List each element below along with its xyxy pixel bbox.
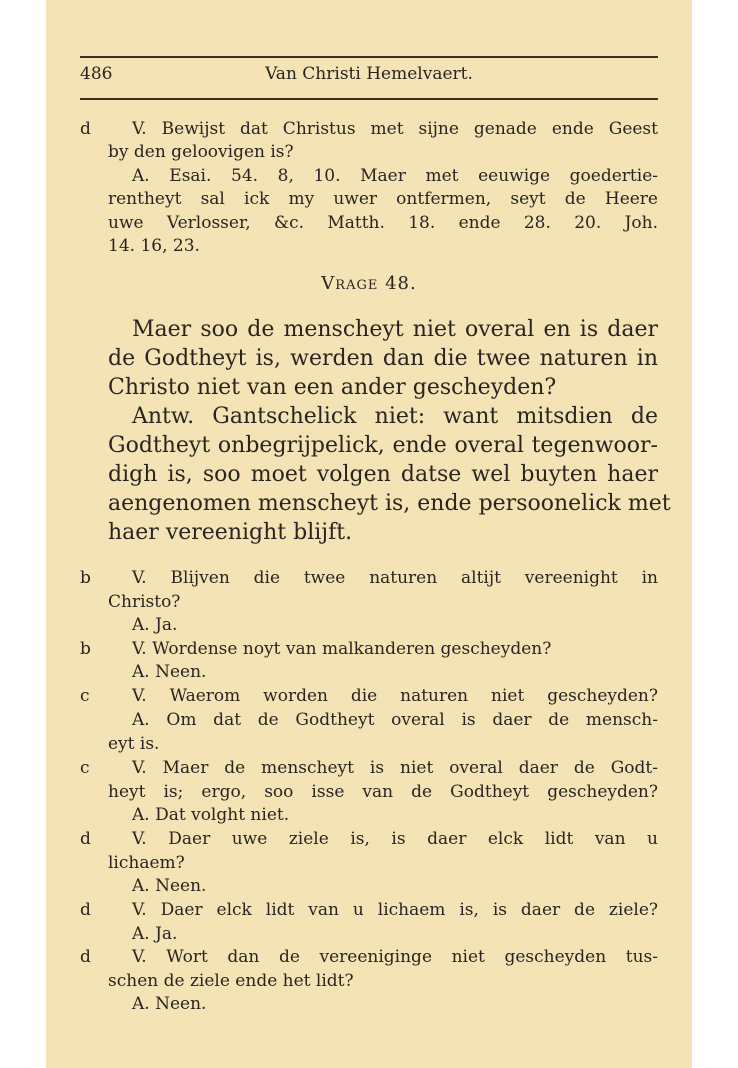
text-line: A. Neen. <box>132 662 207 682</box>
margin-letter: d <box>80 900 91 920</box>
text-line: V. Maer de menscheyt is niet overal daer de Godt- <box>132 758 658 778</box>
text-line: V. Bewijst dat Christus met sijne genade ende Geest <box>132 119 658 139</box>
text-line: 14. 16, 23. <box>108 236 200 256</box>
text-line: Antw. Gantschelick niet: want mitsdien de <box>132 404 658 429</box>
text-line: lichaem? <box>108 853 185 873</box>
page-text <box>46 0 692 1068</box>
text-line: A. Ja. <box>132 924 178 944</box>
section-heading: Vrage 48. <box>321 273 417 294</box>
margin-letter: d <box>80 119 91 139</box>
text-line: A. Esai. 54. 8, 10. Maer met eeuwige goedertie- <box>132 166 658 186</box>
text-line: A. Neen. <box>132 994 207 1014</box>
text-line: schen de ziele ende het lidt? <box>108 971 354 991</box>
margin-letter: d <box>80 947 91 967</box>
text-line: A. Dat volght niet. <box>132 805 290 825</box>
text-line: Christo niet van een ander gescheyden? <box>108 375 557 400</box>
margin-letter: d <box>80 829 91 849</box>
text-line: A. Neen. <box>132 876 207 896</box>
text-line: A. Om dat de Godtheyt overal is daer de mensch- <box>132 710 658 730</box>
text-line: V. Daer elck lidt van u lichaem is, is daer de ziele? <box>132 900 658 920</box>
page-number: 486 <box>80 64 113 84</box>
text-line: Godtheyt onbegrijpelick, ende overal tegenwoor- <box>108 433 658 458</box>
text-line: A. Ja. <box>132 615 178 635</box>
text-line: rentheyt sal ick my uwer ontfermen, seyt de Heere <box>108 189 658 209</box>
book-page <box>46 0 692 1068</box>
text-line: V. Blijven die twee naturen altijt vereenight in <box>132 568 658 588</box>
text-line: uwe Verlosser, &c. Matth. 18. ende 28. 20. Joh. <box>108 213 658 233</box>
text-line: V. Wort dan de vereeniginge niet gescheyden tus- <box>132 947 658 967</box>
text-line: V. Wordense noyt van malkanderen gescheyden? <box>132 639 552 659</box>
text-line: heyt is; ergo, soo isse van de Godtheyt gescheyden? <box>108 782 658 802</box>
text-line: digh is, soo moet volgen datse wel buyten haer <box>108 462 658 487</box>
running-title: Van Christi Hemelvaert. <box>265 64 473 84</box>
margin-letter: b <box>80 568 91 588</box>
text-line: de Godtheyt is, werden dan die twee naturen in <box>108 346 658 371</box>
text-line: V. Waerom worden die naturen niet gescheyden? <box>132 686 658 706</box>
text-line: eyt is. <box>108 734 160 754</box>
text-line: V. Daer uwe ziele is, is daer elck lidt van u <box>132 829 658 849</box>
margin-letter: c <box>80 686 90 706</box>
text-line: Maer soo de menscheyt niet overal en is daer <box>132 317 658 342</box>
text-line: aengenomen menscheyt is, ende persoonelick met <box>108 491 671 516</box>
text-line: Christo? <box>108 592 181 612</box>
margin-letter: b <box>80 639 91 659</box>
text-line: haer vereenight blijft. <box>108 520 353 545</box>
margin-letter: c <box>80 758 90 778</box>
text-line: by den geloovigen is? <box>108 142 294 162</box>
